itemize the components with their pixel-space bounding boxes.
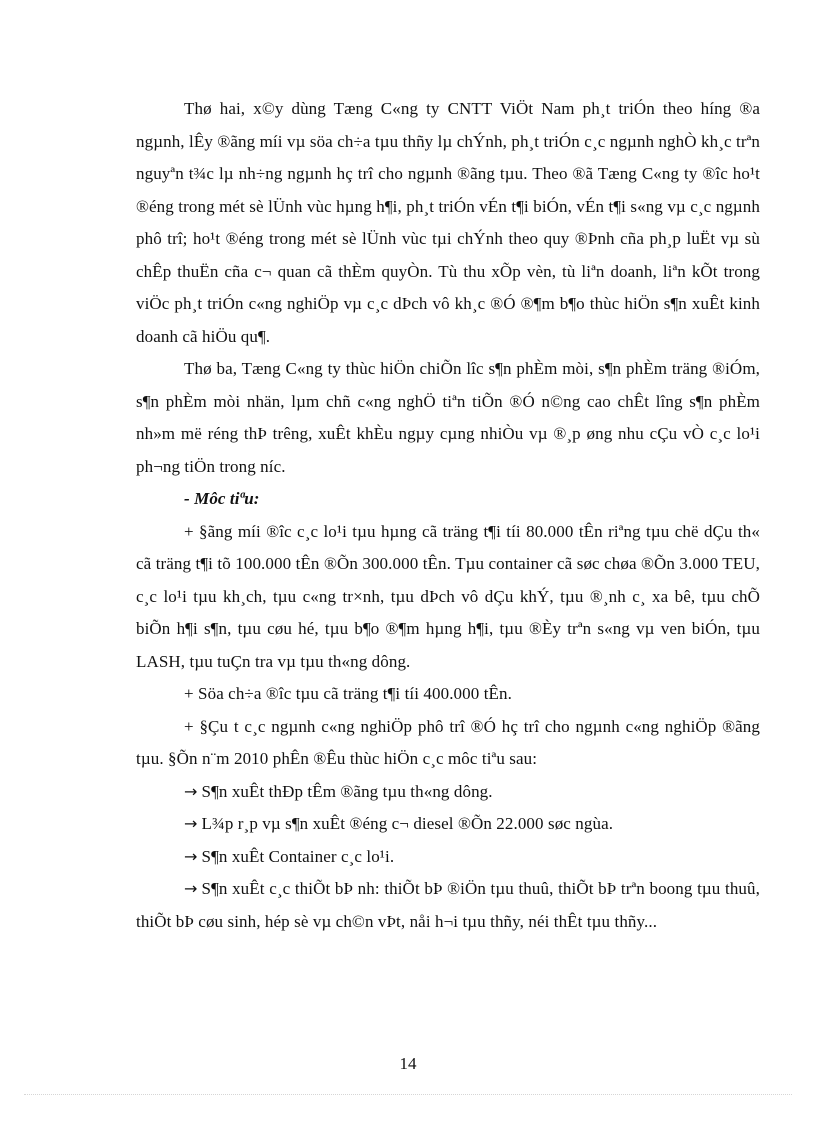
arrow-list-item-text: L¾p r¸p vµ s¶n xuÊt ®éng c¬ diesel ®Õn 22.000 søc ngùa. bbox=[201, 814, 614, 833]
section-subheading: - Môc tiªu: bbox=[184, 489, 260, 508]
footer-divider bbox=[24, 1094, 792, 1095]
arrow-list-item-text: S¶n xuÊt c¸c thiÕt bÞ nh: thiÕt bÞ ®iÖn tµu thuû, thiÕt bÞ trªn boong tµu thuû, thiÕt bÞ cøu sinh, hép sè vµ ch©n vÞt, nåi h¬i tµu thñy, néi thÊt tµu thñy... bbox=[136, 879, 760, 931]
arrow-list-item bbox=[136, 776, 760, 809]
page-body bbox=[136, 93, 760, 938]
arrow-right-icon: → bbox=[184, 781, 198, 801]
target-item-investment: + §Çu t c¸c ngµnh c«ng nghiÖp phô trî ®Ó hç trî cho ngµnh c«ng nghiÖp ®ãng tµu. §Õn n¨m 2010 phÊn ®Êu thùc hiÖn c¸c môc tiªu sau: bbox=[136, 716, 760, 768]
arrow-right-icon: → bbox=[184, 879, 198, 898]
arrow-right-icon: → bbox=[184, 846, 198, 866]
arrow-list-item bbox=[136, 841, 760, 874]
arrow-list-item bbox=[136, 873, 760, 938]
arrow-right-icon: → bbox=[184, 814, 198, 833]
target-item-repair: + Söa ch÷a ®îc tµu cã träng t¶i tíi 400.000 tÊn. bbox=[184, 684, 512, 703]
arrow-list-item-text: S¶n xuÊt Container c¸c lo¹i. bbox=[201, 846, 395, 866]
paragraph-third-strategy: Thø ba, Tæng C«ng ty thùc hiÖn chiÕn lîc s¶n phÈm mòi, s¶n phÈm träng ®iÓm, s¶n phÈm mòi nhän, lµm chñ c«ng nghÖ tiªn tiÕn ®Ó n©ng cao chÊt lîng s¶n phÈm nh»m më réng thÞ trêng, xuÊt khÈu ngµy cµng nhiÒu vµ ®¸p øng nhu cÇu vÒ c¸c lo¹i ph¬ng tiÖn trong níc. bbox=[136, 359, 760, 476]
page-number: 14 bbox=[399, 1054, 417, 1073]
target-item-shipbuilding: + §ãng míi ®îc c¸c lo¹i tµu hµng cã träng t¶i tíi 80.000 tÊn riªng tµu chë dÇu th« cã träng t¶i tõ 100.000 tÊn ®Õn 300.000 tÊn. Tµu container cã søc chøa ®Õn 3.000 TEU, c¸c lo¹i tµu kh¸ch, tµu c«ng tr×nh, tµu dÞch vô dÇu khÝ, tµu ®¸nh c¸ xa bê, tµu chÕ biÕn h¶i s¶n, tµu cøu hé, tµu b¶o ®¶m hµng h¶i, tµu ®Èy trªn s«ng vµ ven biÓn, tµu LASH, tµu tuÇn tra vµ tµu th«ng dông. bbox=[136, 521, 760, 671]
arrow-list-item-text: S¶n xuÊt thÐp tÊm ®ãng tµu th«ng dông. bbox=[201, 781, 493, 801]
arrow-list-item bbox=[136, 808, 760, 841]
paragraph-second-strategy: Thø hai, x©y dùng Tæng C«ng ty CNTT ViÖt Nam ph¸t triÓn theo híng ®a ngµnh, lÊy ®ãng míi vµ söa ch÷a tµu thñy lµ chÝnh, ph¸t triÓn c¸c ngµnh nghÒ kh¸c trªn nguyªn t¾c lµ nh÷ng ngµnh hç trî cho ngµnh ®ãng tµu. Theo ®ã Tæng C«ng ty ®îc ho¹t ®éng trong mét sè lÜnh vùc hµng h¶i, ph¸t triÓn vÉn t¶i biÓn, vÉn t¶i s«ng vµ c¸c ngµnh phô trî; ho¹t ®éng trong mét sè lÜnh vùc tµi chÝnh theo quy ®Þnh cña ph¸p luËt vµ sù chÊp thuËn cña c¬ quan cã thÈm quyÒn. Tù thu xÕp vèn, tù liªn doanh, liªn kÕt trong viÖc ph¸t triÓn c«ng nghiÖp vµ c¸c dÞch vô kh¸c ®Ó ®¶m b¶o thùc hiÖn s¶n xuÊt kinh doanh cã hiÖu qu¶. bbox=[136, 99, 760, 346]
